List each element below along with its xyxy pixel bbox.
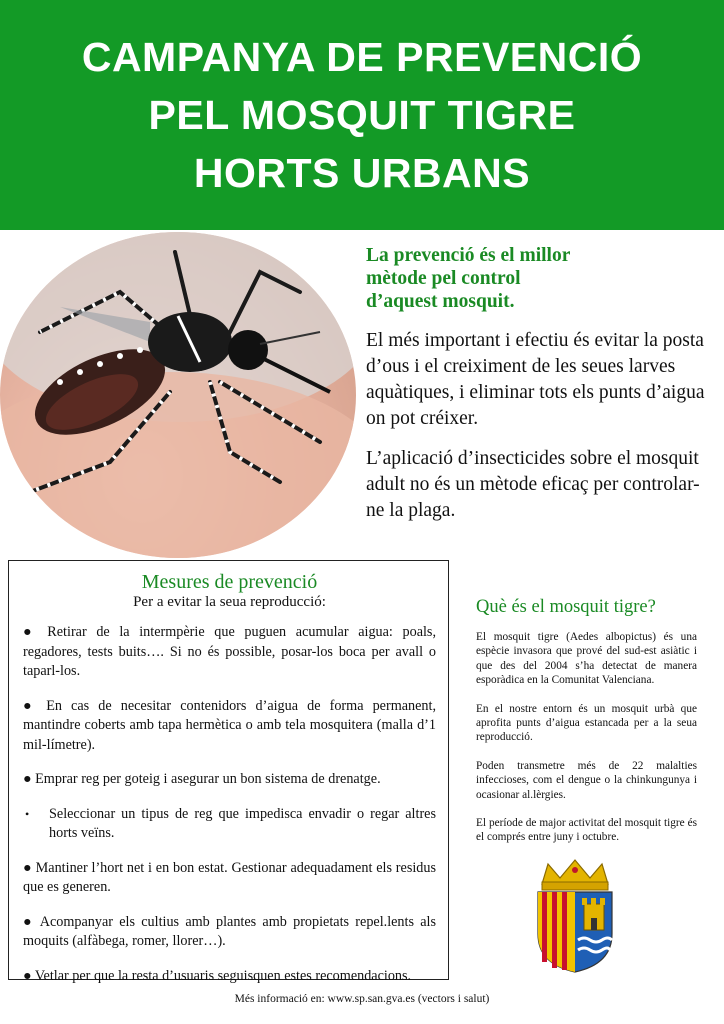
footer-info: Més informació en: www.sp.san.gva.es (vectors i salut) bbox=[234, 993, 490, 1005]
measure-item-indented bbox=[23, 805, 436, 844]
what-paragraph-3: Poden transmetre més de 22 malalties infeccioses, com el dengue o la chinkungunya i ocasionar al.lèrgies. bbox=[476, 759, 697, 801]
what-paragraph-2: En el nostre entorn és un mosquit urbà que aprofita punts d’aigua estancada per a la seua reproducció. bbox=[476, 702, 697, 744]
intro-lead-line-2: mètode pel control bbox=[366, 268, 521, 289]
mosquito-illustration bbox=[0, 232, 356, 558]
what-paragraph-4: El període de major activitat del mosquit tigre és el comprés entre juny i octubre. bbox=[476, 817, 697, 844]
measure-item-text: Seleccionar un tipus de reg que impedisca envadir o regar altres horts veïns. bbox=[49, 805, 436, 841]
what-paragraph-1: El mosquit tigre (Aedes albopictus) és una espècie invasora que prové del sud-est asiàtic i que des del 2004 s’ha detectat de manera esporàdica en la Comunitat Valenciana. bbox=[476, 631, 697, 687]
intro-text bbox=[366, 244, 716, 538]
measure-item: ● Vetlar per que la resta d’usuaris seguisquen estes recomendacions. bbox=[23, 967, 412, 984]
intro-lead bbox=[366, 244, 716, 313]
intro-lead-line-1: La prevenció és el millor bbox=[366, 245, 571, 266]
mosquito-photo bbox=[0, 232, 356, 558]
intro-paragraph-1: El més important i efectiu és evitar la posta d’ous i el creiximent de les seues larves aquàtiques, i eliminar tots els punts d’aigua on pot créixer. bbox=[366, 330, 705, 429]
what-title: Què és el mosquit tigre? bbox=[476, 597, 656, 617]
header-line-1: CAMPANYA DE PREVENCIÓ bbox=[81, 34, 643, 80]
what-is-tiger-mosquito bbox=[476, 596, 697, 859]
coat-of-arms-icon bbox=[528, 856, 622, 976]
measure-item: ● Retirar de la intermpèrie que puguen acumular aigua: poals, regadores, tests buits…. Si no és possible, posar-los boca per avall o taparl-los. bbox=[23, 624, 436, 679]
measure-item: ● Acompanyar els cultius amb plantes amb propietats repel.lents als moquits (alfàbega, romer, llorer…). bbox=[23, 913, 436, 949]
measure-item: ● Emprar reg per goteig i asegurar un bon sistema de drenatge. bbox=[23, 771, 381, 787]
header-line-2: PEL MOSQUIT TIGRE bbox=[148, 92, 576, 138]
measure-item: ● En cas de necesitar contenidors d’aigua de forma permanent, mantindre coberts amb tapa hermètica o amb tela mosquitera (malla d’1 mil-límetre). bbox=[23, 697, 436, 753]
prevention-measures-box bbox=[8, 560, 449, 984]
header-banner bbox=[0, 0, 724, 230]
measures-title: Mesures de prevenció bbox=[141, 571, 318, 593]
measure-item: ● Mantiner l’hort net i en bon estat. Gestionar adequadament els residus que es generen. bbox=[23, 859, 436, 895]
intro-paragraph-2: L’aplicació d’insecticides sobre el mosquit adult no és un mètode eficaç per controlar-ne la plaga. bbox=[366, 448, 700, 521]
bullet-icon: • bbox=[25, 806, 30, 821]
measures-subtitle: Per a evitar la seua reproducció: bbox=[133, 594, 326, 610]
header-line-3: HORTS URBANS bbox=[193, 150, 531, 196]
intro-lead-line-3: d’aquest mosquit. bbox=[366, 291, 515, 312]
